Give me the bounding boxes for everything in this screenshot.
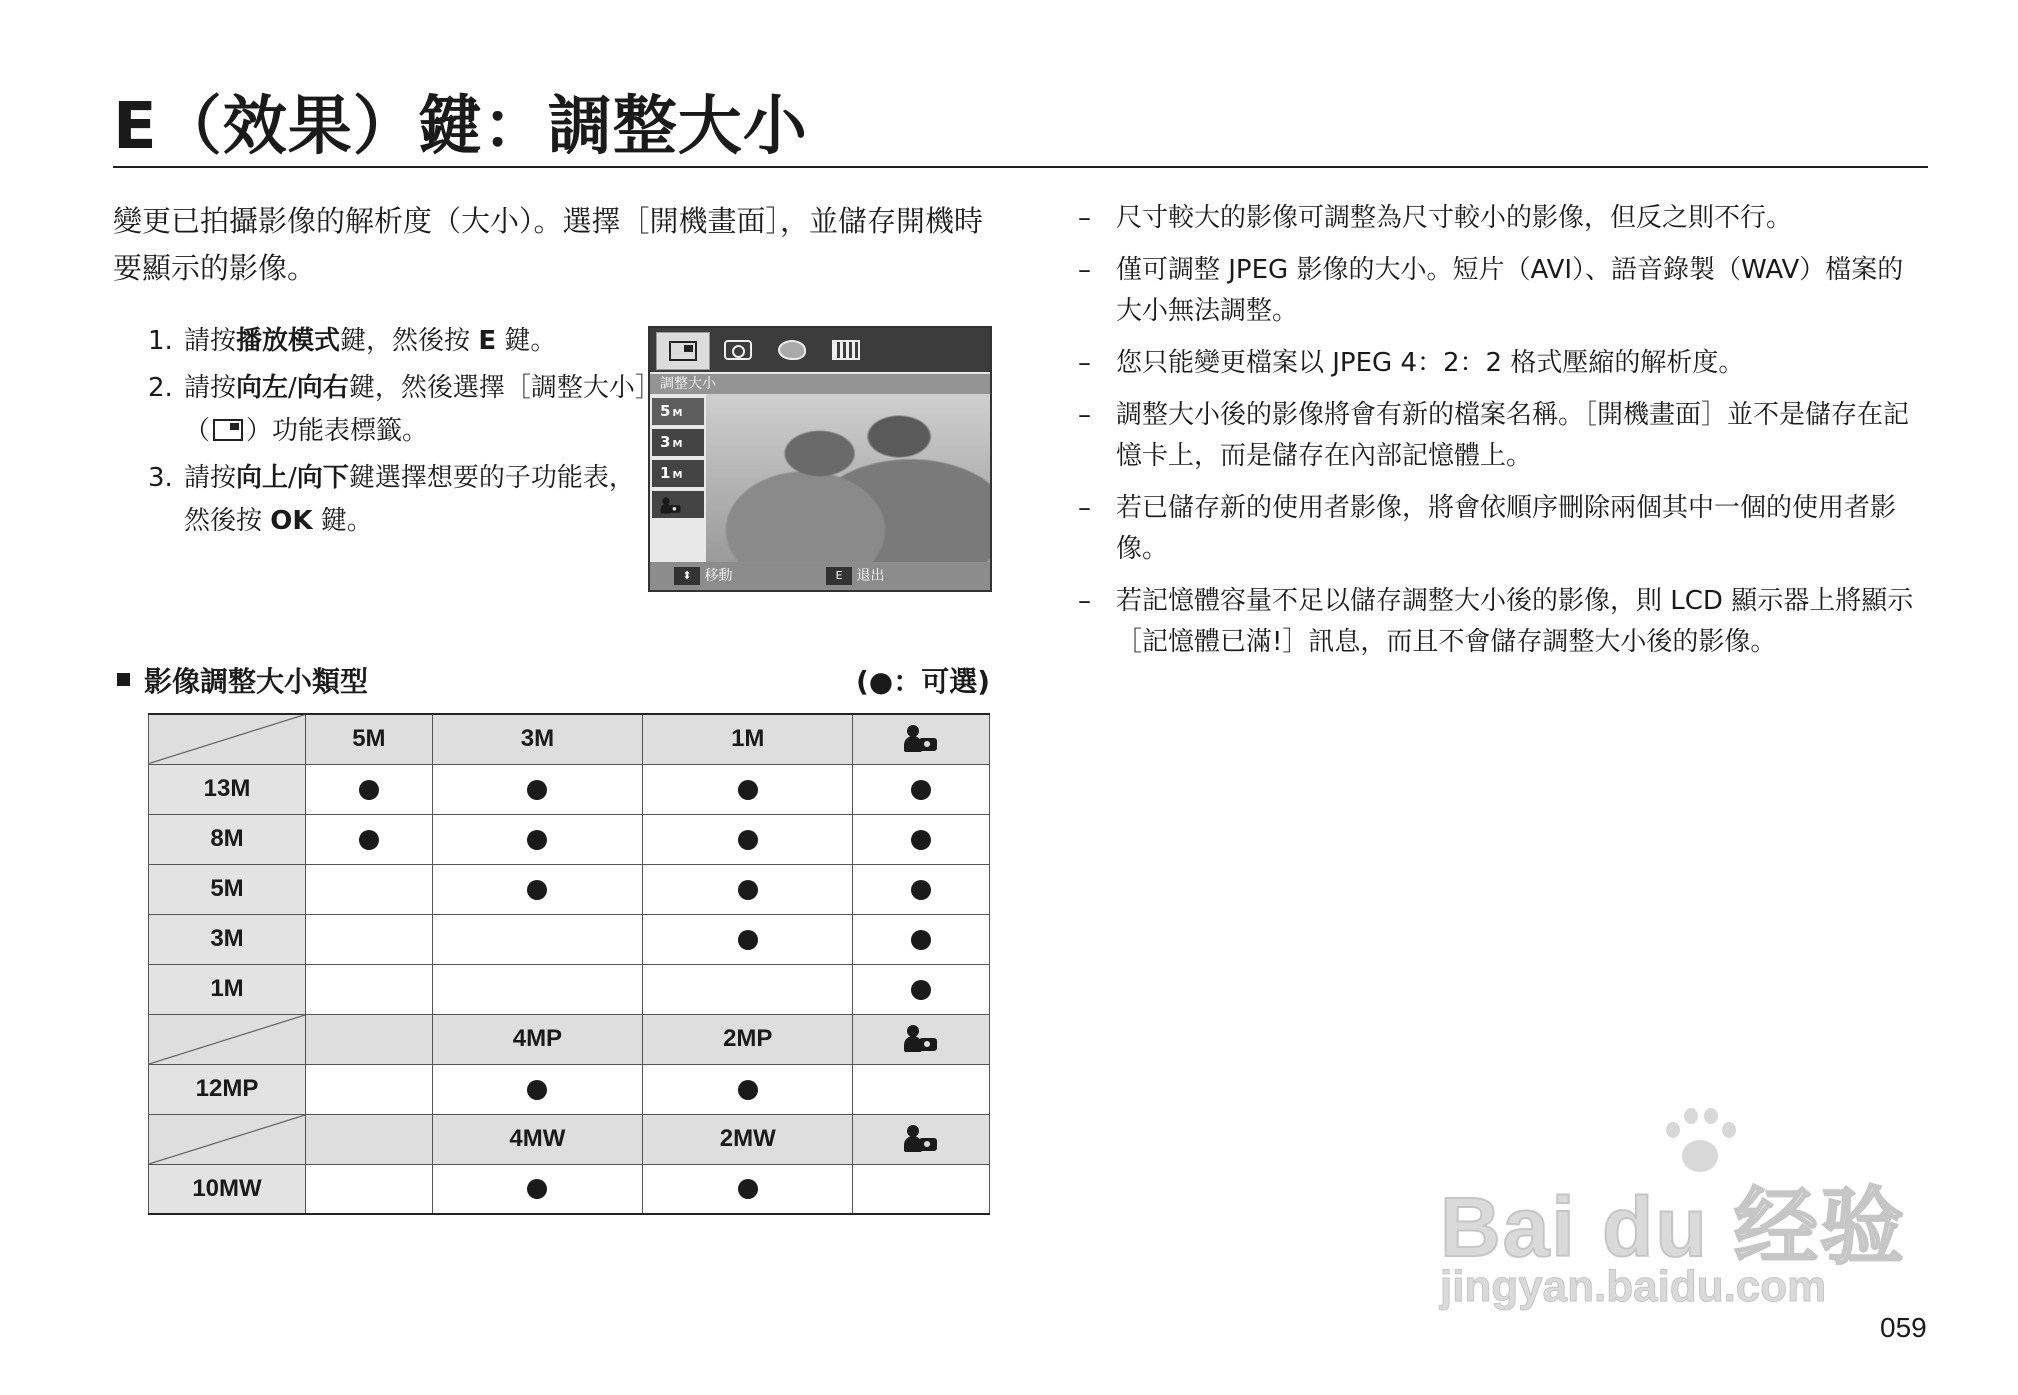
row-label: 8M [149, 814, 306, 864]
note-item [1078, 581, 1928, 663]
step-text: 請按 [184, 463, 237, 493]
step-text: 請按 [184, 373, 237, 403]
table-cell [306, 764, 433, 814]
lcd-preview [648, 326, 992, 592]
note-text: 僅可調整 JPEG 影像的大小。短片（AVI）、語音錄製（WAV）檔案的大小無法調整。 [1116, 255, 1904, 326]
step-item [148, 367, 648, 453]
step-number: 1. [148, 326, 173, 356]
dash-bullet: – [1078, 400, 1091, 430]
table-cell [306, 814, 433, 864]
step-key: 向左 [236, 373, 289, 403]
available-dot-icon [738, 880, 758, 900]
column-header: 4MP [432, 1014, 642, 1064]
step-number: 2. [148, 373, 173, 403]
user-image-icon [903, 1023, 939, 1055]
row-label: 13M [149, 764, 306, 814]
intro-paragraph: 變更已拍攝影像的解析度（大小）。選擇［開機畫面］，並儲存開機時要顯示的影像。 [113, 204, 984, 285]
note-item [1078, 395, 1928, 477]
e-key-icon: E [826, 567, 852, 585]
note-text: 若已儲存新的使用者影像，將會依順序刪除兩個其中一個的使用者影像。 [1116, 493, 1897, 564]
dash-bullet: – [1078, 203, 1091, 233]
resize-icon [213, 419, 243, 441]
note-text: 您只能變更檔案以 JPEG 4：2：2 格式壓縮的解析度。 [1116, 348, 1745, 378]
table-cell [643, 1164, 853, 1214]
tab-rotate [712, 332, 764, 368]
film-icon [832, 340, 860, 360]
note-text: 調整大小後的影像將會有新的檔案名稱。［開機畫面］並不是儲存在記憶卡上，而是儲存在內部記憶體上。 [1116, 400, 1910, 471]
dash-bullet: – [1078, 493, 1091, 523]
table-row [149, 764, 990, 814]
table-corner-cell [149, 1014, 306, 1064]
table-cell [432, 764, 642, 814]
note-text: 尺寸較大的影像可調整為尺寸較小的影像，但反之則不行。 [1116, 203, 1793, 233]
baidu-watermark [1440, 1100, 1920, 1320]
note-item [1078, 343, 1928, 384]
step-key: 向下 [296, 463, 349, 493]
tab-slideshow [820, 332, 872, 368]
column-header-user-image [853, 1014, 990, 1064]
sample-photo [706, 394, 990, 564]
dash-bullet: – [1078, 348, 1091, 378]
lcd-tab-bar [650, 328, 990, 372]
step-text: / [288, 463, 297, 493]
step-text: / [288, 373, 297, 403]
step-text: ）功能表標籤。 [246, 416, 429, 446]
table-cell [432, 964, 642, 1014]
table-cell [853, 1164, 990, 1214]
table-cell [432, 1164, 642, 1214]
step-number: 3. [148, 463, 173, 493]
column-header: 1M [643, 714, 853, 764]
available-dot-icon [527, 1080, 547, 1100]
table-row [149, 964, 990, 1014]
move-label: 移動 [704, 568, 733, 584]
table-cell [853, 914, 990, 964]
available-dot-icon [527, 1179, 547, 1199]
table-cell [853, 964, 990, 1014]
table-cell [853, 814, 990, 864]
column-header-user-image [853, 1114, 990, 1164]
column-header: 5M [306, 714, 433, 764]
lcd-option-user-image [652, 491, 704, 518]
step-text: 鍵，然後按 [340, 326, 471, 356]
resize-types-table [148, 713, 990, 1215]
lcd-menu-label: 調整大小 [650, 374, 990, 394]
table-cell [643, 964, 853, 1014]
lcd-status-bar [650, 562, 990, 590]
table-cell [643, 764, 853, 814]
user-image-icon [903, 1123, 939, 1155]
available-dot-icon [738, 930, 758, 950]
column-header-user-image [853, 714, 990, 764]
available-dot-icon [911, 780, 931, 800]
table-cell [432, 814, 642, 864]
table-cell [306, 964, 433, 1014]
available-dot-icon [911, 930, 931, 950]
table-cell [432, 1064, 642, 1114]
note-item [1078, 488, 1928, 570]
step-key: 向上 [236, 463, 289, 493]
tab-effects [766, 332, 818, 368]
column-header-empty [306, 1114, 433, 1164]
table-cell [643, 914, 853, 964]
available-dot-icon [527, 880, 547, 900]
step-text: 鍵選擇想要的子功能表，然後按 [184, 463, 635, 536]
step-key: OK [270, 506, 313, 536]
table-corner-cell [149, 714, 306, 764]
table-header-row [149, 1114, 990, 1164]
available-dot-icon [911, 880, 931, 900]
user-image-icon [903, 723, 939, 755]
exit-label: 退出 [856, 568, 885, 584]
resize-icon [669, 341, 697, 361]
table-cell [306, 1164, 433, 1214]
watermark-brand: Bai du 经验 [1440, 1180, 1907, 1274]
up-down-key-icon: ⬍ [674, 567, 700, 585]
column-header: 2MP [643, 1014, 853, 1064]
step-text: 鍵。 [320, 506, 373, 536]
available-dot-icon [911, 830, 931, 850]
row-label: 5M [149, 864, 306, 914]
lcd-option-list [652, 398, 704, 522]
steps-list [148, 320, 648, 547]
table-header-row [149, 1014, 990, 1064]
rotate-icon [724, 340, 752, 360]
table-cell [853, 864, 990, 914]
table-cell [306, 864, 433, 914]
step-text: 請按 [184, 326, 237, 356]
row-label: 1M [149, 964, 306, 1014]
step-text: 鍵，然後選擇［調整大小］（ [184, 373, 648, 446]
square-bullet-icon [117, 673, 130, 686]
page-number: 059 [1880, 1312, 1927, 1343]
table-cell [643, 814, 853, 864]
table-cell [306, 1064, 433, 1114]
note-text: 若記憶體容量不足以儲存調整大小後的影像，則 LCD 顯示器上將顯示［記憶體已滿!］訊息，而且不會儲存調整大小後的影像。 [1116, 586, 1914, 657]
available-dot-icon [527, 830, 547, 850]
lcd-option: 1 M [652, 460, 704, 487]
dash-bullet: – [1078, 255, 1091, 285]
lcd-option: 3 M [652, 429, 704, 456]
step-key: 向右 [296, 373, 349, 403]
available-dot-icon [738, 1080, 758, 1100]
available-dot-icon [738, 1179, 758, 1199]
table-row [149, 1064, 990, 1114]
title-rule [113, 166, 1928, 168]
table-section-heading [117, 660, 990, 700]
table-row [149, 1164, 990, 1214]
available-dot-icon [911, 980, 931, 1000]
palette-icon [778, 340, 806, 360]
table-cell [643, 864, 853, 914]
table-row [149, 814, 990, 864]
row-label: 10MW [149, 1164, 306, 1214]
step-key: 播放模式 [236, 326, 341, 356]
column-header: 2MW [643, 1114, 853, 1164]
watermark-url: jingyan.baidu.com [1440, 1262, 1827, 1311]
available-dot-icon [359, 830, 379, 850]
row-label: 3M [149, 914, 306, 964]
dash-bullet: – [1078, 586, 1091, 616]
step-item [148, 320, 648, 363]
lcd-option: 5 M [652, 398, 704, 425]
table-header-row [149, 714, 990, 764]
table-cell [853, 1064, 990, 1114]
step-key: E [478, 326, 497, 356]
table-corner-cell [149, 1114, 306, 1164]
column-header: 3M [432, 714, 642, 764]
notes-list [1078, 198, 1928, 674]
note-item [1078, 250, 1928, 332]
table-cell [643, 1064, 853, 1114]
available-dot-icon [527, 780, 547, 800]
available-dot-icon [738, 780, 758, 800]
note-item [1078, 198, 1928, 239]
section-heading-text: 影像調整大小類型 [144, 665, 369, 698]
available-dot-icon [359, 780, 379, 800]
table-row [149, 914, 990, 964]
page-title: E（效果）鍵：調整大小 [113, 90, 808, 164]
table-row [149, 864, 990, 914]
table-cell [853, 764, 990, 814]
row-label: 12MP [149, 1064, 306, 1114]
user-image-icon [660, 496, 682, 515]
legend-text: (●：可選) [855, 665, 990, 698]
table-cell [432, 864, 642, 914]
step-item [148, 457, 648, 543]
step-text: 鍵。 [504, 326, 557, 356]
tab-resize [656, 332, 710, 370]
column-header: 4MW [432, 1114, 642, 1164]
column-header-empty [306, 1014, 433, 1064]
table-cell [306, 914, 433, 964]
table-cell [432, 914, 642, 964]
available-dot-icon [738, 830, 758, 850]
